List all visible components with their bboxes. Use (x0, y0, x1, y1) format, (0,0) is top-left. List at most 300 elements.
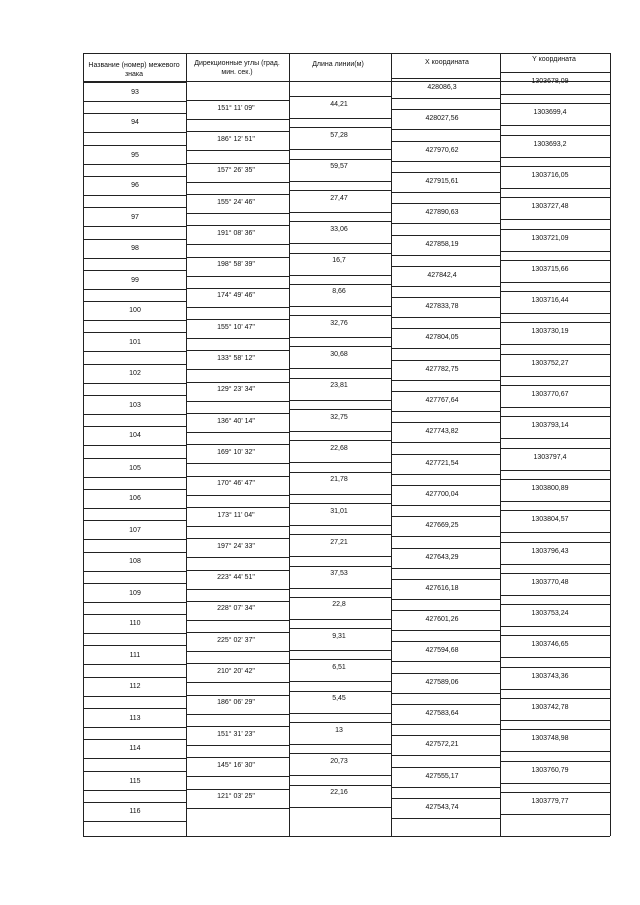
point-name: 106 (129, 495, 141, 502)
row-divider (391, 735, 500, 736)
row-divider (289, 181, 391, 182)
row-divider (391, 599, 500, 600)
point-x: 427721,54 (425, 460, 459, 467)
row-divider (289, 212, 391, 213)
row-divider (500, 604, 610, 605)
row-divider (186, 601, 289, 602)
row-divider (500, 564, 610, 565)
row-divider (289, 681, 391, 682)
row-divider (391, 767, 500, 768)
row-divider (289, 400, 391, 401)
header-x: X координата (425, 59, 469, 66)
row-divider (500, 229, 610, 230)
row-divider (186, 257, 289, 258)
row-divider (289, 650, 391, 651)
row-divider (83, 426, 186, 427)
row-divider (83, 664, 186, 665)
header-y: Y координата (532, 56, 576, 63)
row-divider (83, 101, 186, 102)
segment-angle: 151° 11' 09" (217, 105, 255, 112)
row-divider (186, 632, 289, 633)
header-angle-line2: мин. сек.) (221, 69, 253, 76)
point-y: 1303742,78 (531, 704, 569, 711)
row-divider (391, 411, 500, 412)
row-divider (500, 542, 610, 543)
point-x: 427589,06 (425, 679, 459, 686)
row-divider (391, 673, 500, 674)
segment-angle: 191° 08' 36" (217, 230, 255, 237)
point-y: 1303716,05 (531, 172, 569, 179)
row-divider (289, 284, 391, 285)
segment-angle: 174° 49' 46" (217, 292, 255, 299)
row-divider (500, 166, 610, 167)
column-divider (289, 53, 290, 836)
segment-angle: 155° 10' 47" (217, 324, 255, 331)
row-divider (391, 203, 500, 204)
row-divider (186, 382, 289, 383)
segment-angle: 186° 12' 51" (217, 136, 255, 143)
row-divider (83, 270, 186, 271)
row-divider (391, 798, 500, 799)
segment-length: 37,53 (330, 570, 348, 577)
row-divider (289, 494, 391, 495)
row-divider (186, 507, 289, 508)
segment-length: 59,57 (330, 163, 348, 170)
point-name: 108 (129, 558, 141, 565)
row-divider (186, 651, 289, 652)
row-divider (391, 704, 500, 705)
row-divider (186, 726, 289, 727)
point-y: 1303743,36 (531, 673, 569, 680)
segment-angle: 151° 31' 23" (217, 731, 255, 738)
segment-angle: 157° 26' 35" (217, 167, 255, 174)
row-divider (391, 630, 500, 631)
point-name: 114 (129, 745, 141, 752)
segment-length: 27,21 (330, 539, 348, 546)
row-divider (391, 787, 500, 788)
row-divider (500, 72, 610, 73)
point-name: 103 (129, 402, 141, 409)
segment-angle: 121° 03' 25" (217, 793, 255, 800)
row-divider (186, 182, 289, 183)
row-divider (289, 368, 391, 369)
row-divider (391, 141, 500, 142)
row-divider (500, 282, 610, 283)
row-divider (186, 401, 289, 402)
row-divider (391, 223, 500, 224)
point-y: 1303699,4 (533, 109, 567, 116)
point-x: 427890,63 (425, 209, 459, 216)
row-divider (186, 225, 289, 226)
row-divider (500, 792, 610, 793)
row-divider (83, 677, 186, 678)
row-divider (500, 689, 610, 690)
row-divider (83, 414, 186, 415)
point-y: 1303746,65 (531, 641, 569, 648)
row-divider (83, 145, 186, 146)
row-divider (83, 790, 186, 791)
point-x: 427669,25 (425, 522, 459, 529)
row-divider (500, 720, 610, 721)
point-name: 100 (129, 307, 141, 314)
row-divider (500, 635, 610, 636)
row-divider (83, 708, 186, 709)
segment-length: 32,75 (330, 414, 348, 421)
row-divider (391, 454, 500, 455)
segment-length: 6,51 (332, 664, 346, 671)
point-name: 112 (129, 683, 141, 690)
row-divider (391, 661, 500, 662)
row-divider (500, 260, 610, 261)
point-x: 427970,62 (425, 147, 459, 154)
segment-length: 22,16 (330, 789, 348, 796)
point-y: 1303721,09 (531, 235, 569, 242)
point-name: 94 (131, 119, 139, 126)
row-divider (500, 573, 610, 574)
row-divider (186, 682, 289, 683)
row-divider (186, 150, 289, 151)
segment-angle: 129° 23' 34" (217, 386, 255, 393)
row-divider (83, 633, 186, 634)
row-divider (186, 570, 289, 571)
segment-length: 22,8 (332, 601, 346, 608)
point-x: 427858,19 (425, 241, 459, 248)
row-divider (500, 219, 610, 220)
row-divider (500, 416, 610, 417)
row-divider (289, 775, 391, 776)
row-divider (186, 413, 289, 414)
row-divider (391, 579, 500, 580)
point-name: 98 (131, 245, 139, 252)
row-divider (391, 724, 500, 725)
row-divider (83, 53, 610, 54)
row-divider (289, 462, 391, 463)
row-divider (391, 235, 500, 236)
row-divider (83, 489, 186, 490)
point-y: 1303678,09 (531, 78, 569, 85)
row-divider (391, 129, 500, 130)
header-name-line2: знака (124, 71, 144, 78)
row-divider (186, 194, 289, 195)
row-divider (83, 508, 186, 509)
segment-length: 22,68 (330, 445, 348, 452)
row-divider (289, 275, 391, 276)
point-x: 428086,3 (427, 84, 457, 91)
row-divider (391, 98, 500, 99)
row-divider (289, 472, 391, 473)
segment-length: 32,76 (330, 320, 348, 327)
row-divider (500, 157, 610, 158)
row-divider (391, 348, 500, 349)
point-name: 101 (129, 339, 141, 346)
row-divider (83, 771, 186, 772)
point-name: 99 (131, 277, 139, 284)
row-divider (186, 757, 289, 758)
row-divider (500, 510, 610, 511)
row-divider (500, 197, 610, 198)
row-divider (500, 385, 610, 386)
segment-length: 44,21 (330, 101, 348, 108)
row-divider (500, 470, 610, 471)
point-x: 427583,64 (425, 710, 459, 717)
row-divider (391, 192, 500, 193)
row-divider (500, 188, 610, 189)
row-divider (289, 744, 391, 745)
row-divider (289, 378, 391, 379)
row-divider (500, 657, 610, 658)
row-divider (289, 659, 391, 660)
row-divider (500, 667, 610, 668)
row-divider (391, 328, 500, 329)
row-divider (186, 714, 289, 715)
point-y: 1303779,77 (531, 798, 569, 805)
segment-length: 33,06 (330, 226, 348, 233)
row-divider (289, 807, 391, 808)
row-divider (83, 289, 186, 290)
row-divider (391, 516, 500, 517)
row-divider (289, 628, 391, 629)
point-y: 1303797,4 (533, 454, 567, 461)
header-name-line1: Название (номер) межевого (88, 62, 180, 69)
point-x: 427743,82 (425, 428, 459, 435)
segment-angle: 228° 07' 34" (217, 605, 255, 612)
row-divider (391, 693, 500, 694)
row-divider (186, 444, 289, 445)
row-divider (83, 351, 186, 352)
row-divider (186, 350, 289, 351)
row-divider (391, 286, 500, 287)
row-divider (83, 477, 186, 478)
row-divider (83, 226, 186, 227)
row-divider (186, 432, 289, 433)
row-divider (83, 82, 186, 83)
row-divider (289, 785, 391, 786)
row-divider (391, 380, 500, 381)
point-x: 427643,29 (425, 554, 459, 561)
segment-angle: 186° 06' 29" (217, 699, 255, 706)
row-divider (83, 207, 186, 208)
row-divider (83, 696, 186, 697)
row-divider (500, 322, 610, 323)
row-divider (289, 127, 391, 128)
row-divider (186, 288, 289, 289)
segment-length: 8,66 (332, 288, 346, 295)
header-length: Длина линии(м) (312, 61, 364, 68)
row-divider (289, 713, 391, 714)
row-divider (186, 789, 289, 790)
row-divider (83, 583, 186, 584)
segment-length: 57,28 (330, 132, 348, 139)
row-divider (83, 552, 186, 553)
row-divider (500, 407, 610, 408)
row-divider (391, 610, 500, 611)
row-divider (289, 753, 391, 754)
row-divider (500, 135, 610, 136)
segment-length: 21,78 (330, 476, 348, 483)
point-y: 1303770,67 (531, 391, 569, 398)
row-divider (83, 332, 186, 333)
row-divider (500, 291, 610, 292)
row-divider (289, 431, 391, 432)
segment-length: 27,47 (330, 195, 348, 202)
row-divider (83, 614, 186, 615)
row-divider (289, 337, 391, 338)
point-x: 427915,61 (425, 178, 459, 185)
point-x: 428027,56 (425, 115, 459, 122)
row-divider (500, 814, 610, 815)
point-x: 427804,05 (425, 334, 459, 341)
row-divider (83, 164, 186, 165)
row-divider (186, 620, 289, 621)
row-divider (289, 619, 391, 620)
segment-angle: 145° 16' 30" (217, 762, 255, 769)
row-divider (83, 445, 186, 446)
row-divider (289, 534, 391, 535)
point-y: 1303727,48 (531, 203, 569, 210)
row-divider (289, 556, 391, 557)
row-divider (500, 438, 610, 439)
row-divider (186, 276, 289, 277)
point-y: 1303800,89 (531, 485, 569, 492)
row-divider (391, 755, 500, 756)
row-divider (186, 131, 289, 132)
segment-length: 31,01 (330, 508, 348, 515)
segment-angle: 225° 02' 37" (217, 637, 255, 644)
row-divider (83, 571, 186, 572)
segment-angle: 198° 58' 39" (217, 261, 255, 268)
point-y: 1303770,48 (531, 579, 569, 586)
point-x: 427700,04 (425, 491, 459, 498)
row-divider (289, 315, 391, 316)
point-name: 111 (129, 652, 141, 659)
row-divider (500, 783, 610, 784)
point-name: 107 (129, 527, 141, 534)
row-divider (500, 595, 610, 596)
row-divider (289, 96, 391, 97)
row-divider (391, 536, 500, 537)
row-divider (186, 808, 289, 809)
point-y: 1303716,44 (531, 297, 569, 304)
row-divider (83, 383, 186, 384)
row-divider (83, 758, 186, 759)
point-x: 427767,64 (425, 397, 459, 404)
row-divider (289, 597, 391, 598)
row-divider (391, 391, 500, 392)
row-divider (391, 548, 500, 549)
segment-length: 30,68 (330, 351, 348, 358)
column-divider (610, 53, 611, 836)
row-divider (83, 239, 186, 240)
row-divider (391, 255, 500, 256)
row-divider (391, 78, 500, 79)
point-y: 1303752,27 (531, 360, 569, 367)
point-y: 1303760,79 (531, 767, 569, 774)
segment-length: 20,73 (330, 758, 348, 765)
segment-angle: 136° 40' 14" (217, 418, 255, 425)
point-name: 96 (131, 182, 139, 189)
row-divider (500, 501, 610, 502)
row-divider (289, 190, 391, 191)
row-divider (391, 172, 500, 173)
segment-angle: 173° 11' 04" (217, 512, 255, 519)
row-divider (186, 557, 289, 558)
point-x: 427616,18 (425, 585, 459, 592)
row-divider (83, 395, 186, 396)
point-y: 1303715,66 (531, 266, 569, 273)
row-divider (186, 589, 289, 590)
segment-angle: 223° 44' 51" (217, 574, 255, 581)
row-divider (83, 113, 186, 114)
point-name: 104 (129, 432, 141, 439)
row-divider (289, 722, 391, 723)
row-divider (83, 132, 186, 133)
point-name: 113 (129, 715, 141, 722)
row-divider (186, 307, 289, 308)
row-divider (83, 258, 186, 259)
row-divider (500, 94, 610, 95)
row-divider (186, 338, 289, 339)
point-y: 1303730,19 (531, 328, 569, 335)
row-divider (500, 479, 610, 480)
row-divider (500, 344, 610, 345)
row-divider (186, 369, 289, 370)
row-divider (500, 729, 610, 730)
row-divider (289, 503, 391, 504)
row-divider (83, 320, 186, 321)
point-x: 427782,75 (425, 366, 459, 373)
point-x: 427601,26 (425, 616, 459, 623)
row-divider (500, 698, 610, 699)
row-divider (83, 520, 186, 521)
row-divider (289, 243, 391, 244)
point-x: 427572,21 (425, 741, 459, 748)
row-divider (289, 440, 391, 441)
point-y: 1303748,98 (531, 735, 569, 742)
row-divider (391, 474, 500, 475)
row-divider (186, 119, 289, 120)
row-divider (500, 354, 610, 355)
row-divider (289, 159, 391, 160)
point-y: 1303793,14 (531, 422, 569, 429)
point-name: 102 (129, 370, 141, 377)
point-y: 1303693,2 (533, 141, 567, 148)
point-name: 95 (131, 152, 139, 159)
row-divider (83, 821, 186, 822)
row-divider (289, 149, 391, 150)
row-divider (83, 645, 186, 646)
row-divider (186, 495, 289, 496)
row-divider (83, 195, 186, 196)
segment-length: 16,7 (332, 257, 346, 264)
row-divider (186, 319, 289, 320)
segment-length: 9,31 (332, 633, 346, 640)
point-name: 110 (129, 620, 141, 627)
row-divider (186, 745, 289, 746)
row-divider (500, 103, 610, 104)
row-divider (391, 485, 500, 486)
row-divider (83, 727, 186, 728)
row-divider (391, 161, 500, 162)
point-y: 1303753,24 (531, 610, 569, 617)
segment-length: 5,45 (332, 695, 346, 702)
row-divider (289, 253, 391, 254)
row-divider (500, 376, 610, 377)
segment-angle: 169° 10' 32" (217, 449, 255, 456)
point-name: 97 (131, 214, 139, 221)
row-divider (83, 458, 186, 459)
row-divider (391, 266, 500, 267)
row-divider (391, 641, 500, 642)
